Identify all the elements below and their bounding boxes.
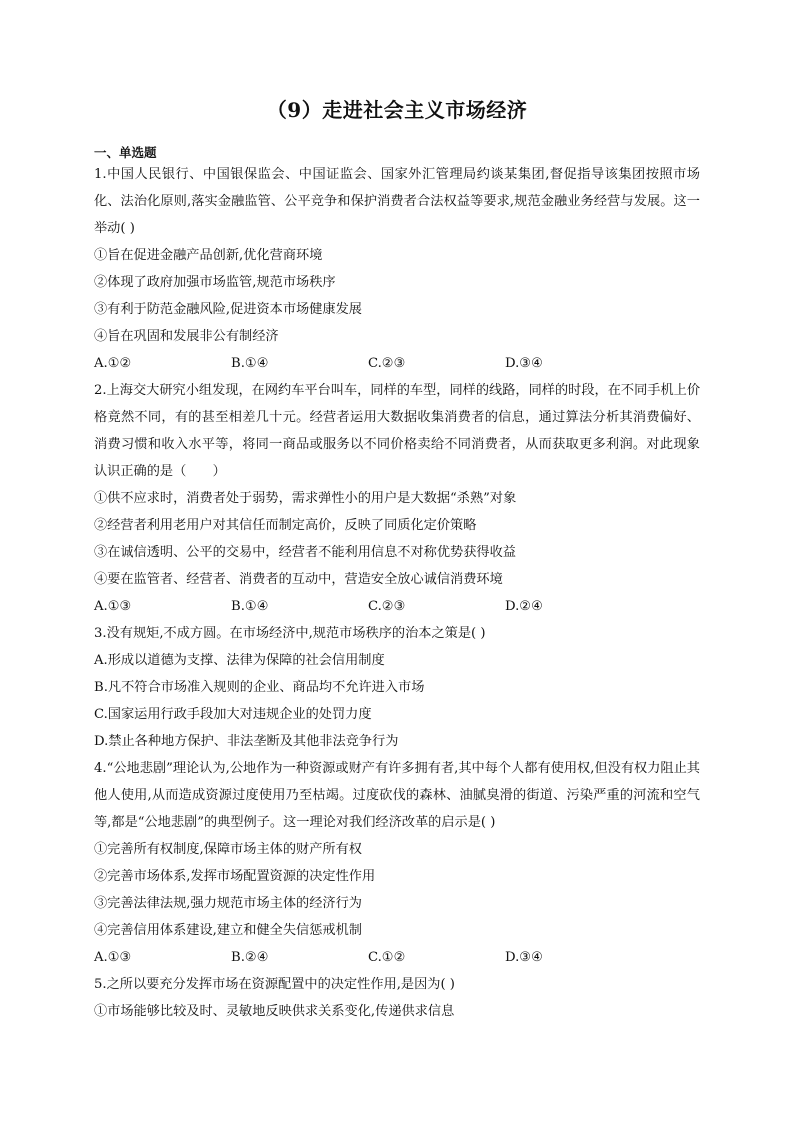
answer-choices <box>94 944 700 971</box>
page-title: （9）走进社会主义市场经济 <box>266 98 528 122</box>
question-option: ④要在监管者、经营者、消费者的互动中，营造安全放心诚信消费环境 <box>94 572 503 587</box>
question-option: D.禁止各种地方保护、非法垄断及其他非法竞争行为 <box>94 734 399 749</box>
question-3 <box>94 620 700 755</box>
choice-a: A.①② <box>94 356 132 371</box>
choice-c: C.②③ <box>368 356 406 371</box>
question-option: ②经营者利用老用户对其信任而制定高价，反映了同质化定价策略 <box>94 518 477 533</box>
question-option: ③完善法律法规,强力规范市场主体的经济行为 <box>94 896 362 911</box>
choice-a: A.①③ <box>94 950 132 965</box>
question-option: A.形成以道德为支撑、法律为保障的社会信用制度 <box>94 653 385 668</box>
question-2 <box>94 377 700 620</box>
question-option: ③在诚信透明、公平的交易中，经营者不能利用信息不对称优势获得收益 <box>94 545 516 560</box>
choice-a: A.①③ <box>94 599 132 614</box>
question-option: C.国家运用行政手段加大对违规企业的处罚力度 <box>94 707 372 722</box>
choice-d: D.②④ <box>505 599 543 614</box>
question-1 <box>94 161 700 377</box>
question-option: ①完善所有权制度,保障市场主体的财产所有权 <box>94 842 362 857</box>
question-option: ①旨在促进金融产品创新,优化营商环境 <box>94 248 323 263</box>
answer-choices <box>94 593 700 620</box>
question-option: ①供不应求时，消费者处于弱势，需求弹性小的用户是大数据“杀熟”对象 <box>94 491 517 506</box>
answer-choices <box>94 350 700 377</box>
question-option: ①市场能够比较及时、灵敏地反映供求关系变化,传递供求信息 <box>94 1004 455 1019</box>
question-stem: 5.之所以要充分发挥市场在资源配置中的决定性作用,是因为( ) <box>94 977 455 992</box>
choice-b: B.①④ <box>231 599 269 614</box>
question-stem: 1.中国人民银行、中国银保监会、中国证监会、国家外汇管理局约谈某集团,督促指导该集团按照市场化、法治化原则,落实金融监管、公平竞争和保护消费者合法权益等要求,规范金融业务经营与发展。这一举动( ) <box>94 167 700 236</box>
question-5 <box>94 971 700 1025</box>
section-heading: 一、单选题 <box>94 145 157 160</box>
question-option: ②体现了政府加强市场监管,规范市场秩序 <box>94 275 336 290</box>
question-stem: 4.“公地悲剧”理论认为,公地作为一种资源或财产有许多拥有者,其中每个人都有使用权,但没有权力阻止其他人使用,从而造成资源过度使用乃至枯竭。过度砍伐的森林、油腻臭滑的街道、污染严重的河流和空气等,都是“公地悲剧”的典型例子。这一理论对我们经济改革的启示是( ) <box>94 761 700 830</box>
question-option: ④完善信用体系建设,建立和健全失信惩戒机制 <box>94 923 362 938</box>
choice-d: D.③④ <box>505 950 543 965</box>
question-option: ②完善市场体系,发挥市场配置资源的决定性作用 <box>94 869 376 884</box>
choice-d: D.③④ <box>505 356 543 371</box>
question-stem: 3.没有规矩,不成方圆。在市场经济中,规范市场秩序的治本之策是( ) <box>94 626 486 641</box>
question-option: ③有利于防范金融风险,促进资本市场健康发展 <box>94 302 362 317</box>
choice-b: B.①④ <box>231 356 269 371</box>
choice-c: C.②③ <box>368 599 406 614</box>
choice-b: B.②④ <box>231 950 269 965</box>
choice-c: C.①② <box>368 950 406 965</box>
question-option: B.凡不符合市场准入规则的企业、商品均不允许进入市场 <box>94 680 425 695</box>
question-option: ④旨在巩固和发展非公有制经济 <box>94 329 279 344</box>
question-4 <box>94 755 700 971</box>
document-body <box>94 145 700 1025</box>
question-stem: 2.上海交大研究小组发现，在网约车平台叫车，同样的车型，同样的线路，同样的时段，在不同手机上价格竟然不同，有的甚至相差几十元。经营者运用大数据收集消费者的信息，通过算法分析其消费偏好、消费习惯和收入水平等，将同一商品或服务以不同价格卖给不同消费者，从而获取更多利润。对此现象认识正确的是（ ） <box>94 383 701 479</box>
